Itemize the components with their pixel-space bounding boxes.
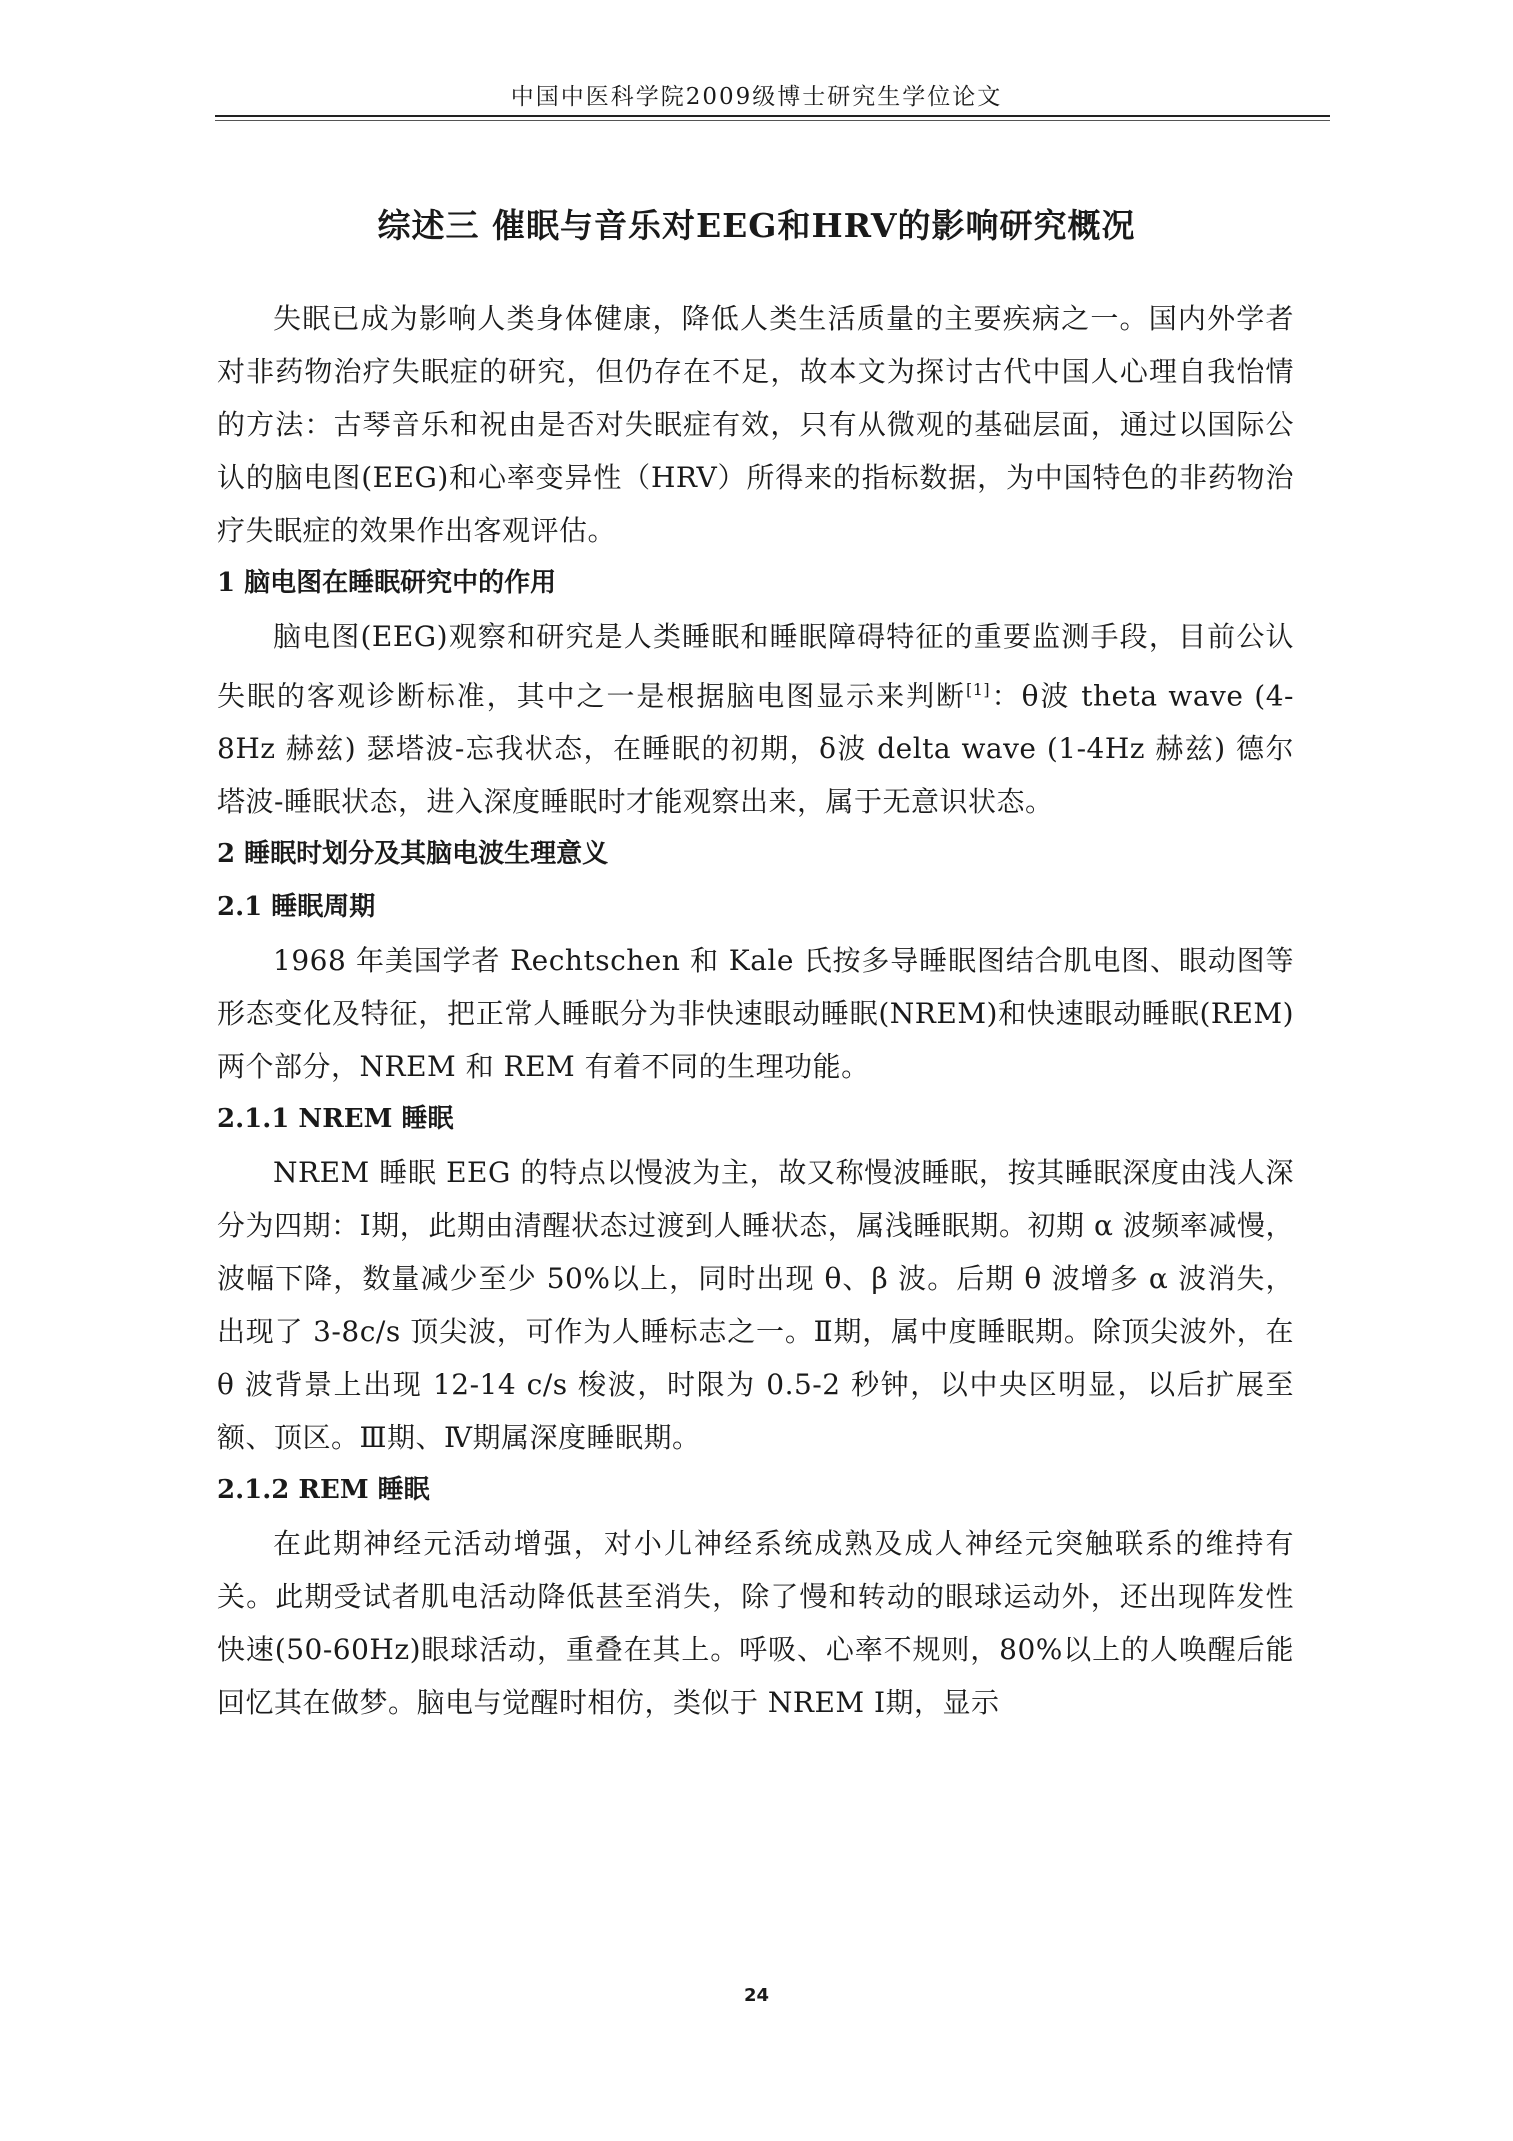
body-text — [217, 292, 1294, 1729]
section-1-text-before: 脑电图(EEG)观察和研究是人类睡眠和睡眠障碍特征的重要监测手段，目前公认失眠的客观诊断标准，其中之一是根据脑电图显示来判断 — [217, 620, 1294, 713]
page-number: 24 — [743, 1985, 770, 2006]
section-heading-2: 2 睡眠时划分及其脑电波生理意义 — [217, 839, 609, 870]
header-rule — [215, 115, 1330, 117]
page-title: 综述三 催眠与音乐对EEG和HRV的影响研究概况 — [377, 206, 1136, 245]
running-header: 中国中医科学院2009级博士研究生学位论文 — [510, 84, 1003, 110]
subsection-heading-2-1-2: 2.1.2 REM 睡眠 — [217, 1475, 430, 1506]
subsection-2-1-2-paragraph: 在此期神经元活动增强，对小儿神经系统成熟及成人神经元突触联系的维持有关。此期受试者肌电活动降低甚至消失，除了慢和转动的眼球运动外，还出现阵发性快速(50-60Hz)眼球活动，重叠在其上。呼吸、心率不规则，80%以上的人唤醒后能回忆其在做梦。脑电与觉醒时相仿，类似于 NREM Ⅰ期，显示 — [217, 1527, 1294, 1720]
header-rule-thin — [215, 120, 1330, 121]
section-1-paragraph — [217, 610, 1294, 828]
intro-paragraph: 失眠已成为影响人类身体健康，降低人类生活质量的主要疾病之一。国内外学者对非药物治疗失眠症的研究，但仍存在不足，故本文为探讨古代中国人心理自我怡情的方法：古琴音乐和祝由是否对失眠症有效，只有从微观的基础层面，通过以国际公认的脑电图(EEG)和心率变异性（HRV）所得来的指标数据，为中国特色的非药物治疗失眠症的效果作出客观评估。 — [217, 302, 1294, 547]
section-heading-1: 1 脑电图在睡眠研究中的作用 — [217, 568, 557, 598]
citation-1: [1] — [966, 680, 991, 699]
subsection-heading-2-1-1: 2.1.1 NREM 睡眠 — [217, 1104, 454, 1135]
subsection-heading-2-1: 2.1 睡眠周期 — [217, 892, 376, 923]
subsection-2-1-1-paragraph: NREM 睡眠 EEG 的特点以慢波为主，故又称慢波睡眠，按其睡眠深度由浅人深分为四期：Ⅰ期，此期由清醒状态过渡到人睡状态，属浅睡眠期。初期 α 波频率减慢，波幅下降，数量减少至少 50%以上，同时出现 θ、β 波。后期 θ 波增多 α 波消失，出现了 3-8c/s 顶尖波，可作为人睡标志之一。Ⅱ期，属中度睡眠期。除顶尖波外，在 θ 波背景上出现 12-14 c/s 梭波，时限为 0.5-2 秒钟，以中央区明显，以后扩展至额、顶区。Ⅲ期、Ⅳ期属深度睡眠期。 — [217, 1156, 1294, 1455]
subsection-2-1-paragraph: 1968 年美国学者 Rechtschen 和 Kale 氏按多导睡眠图结合肌电图、眼动图等形态变化及特征，把正常人睡眠分为非快速眼动睡眠(NREM)和快速眼动睡眠(REM)两个部分，NREM 和 REM 有着不同的生理功能。 — [217, 944, 1294, 1084]
section-1-text-after: ：θ波 theta wave (4-8Hz 赫兹) 瑟塔波-忘我状态，在睡眠的初期，δ波 delta wave (1-4Hz 赫兹) 德尔塔波-睡眠状态，进入深度睡眠时才能观察出来，属于无意识状态。 — [217, 679, 1294, 819]
